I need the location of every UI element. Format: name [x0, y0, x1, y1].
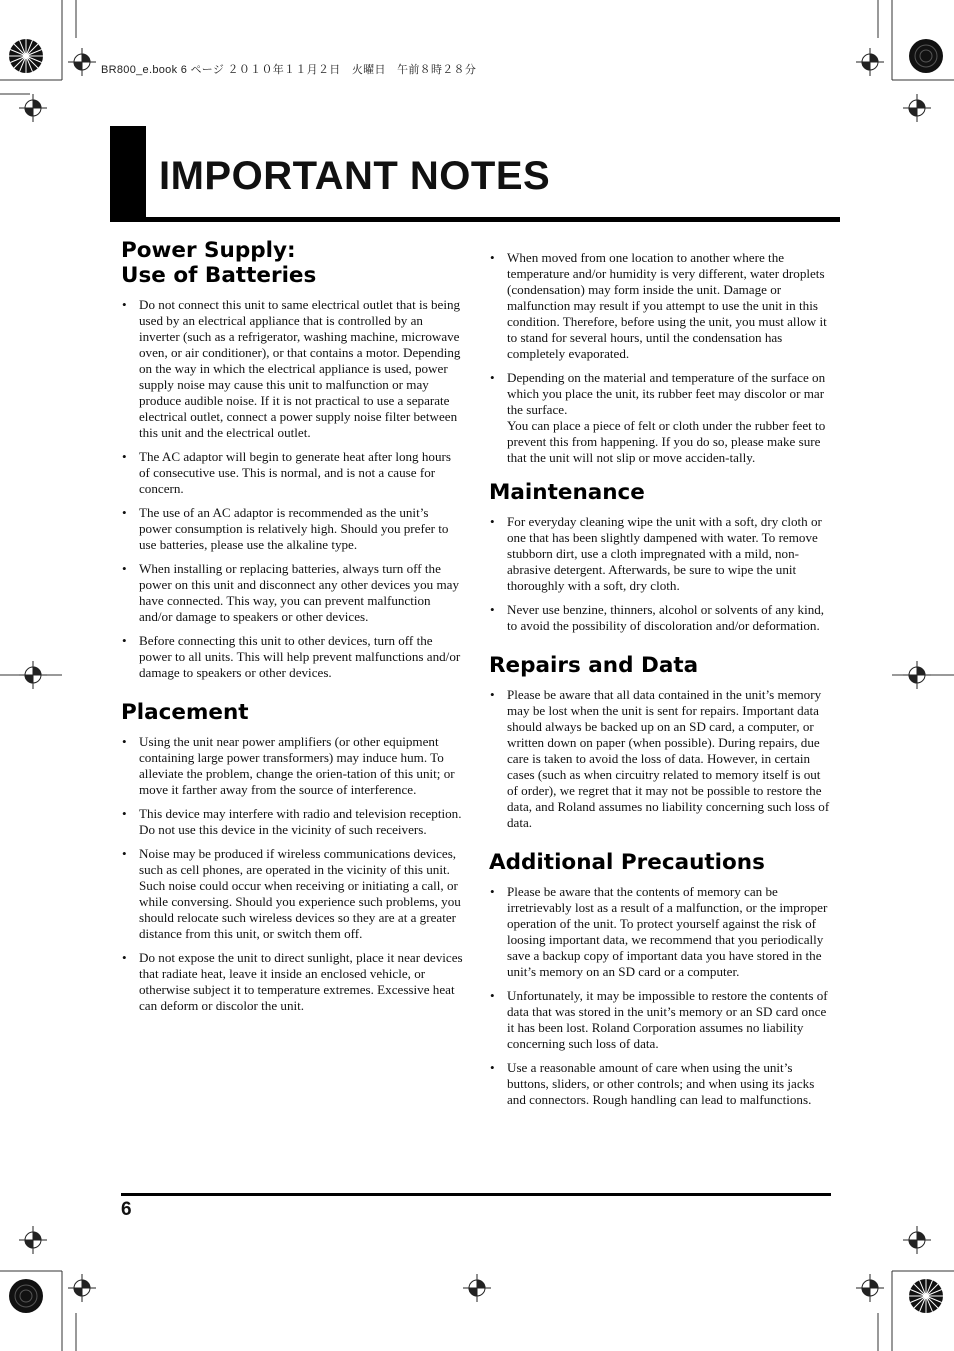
note-text: • When installing or replacing batteries, always turn off the power on this unit and disconnect any other devices you may have connected. This way, you can prevent malfunction and/or damage to speakers or other devices.: [139, 561, 459, 624]
heading-line: Power Supply:: [121, 238, 296, 263]
note-text: • Noise may be produced if wireless communications devices, such as cell phones, are operated in the vicinity of this unit. Such noise could occur when receiving or initiating a call, or while conversing. Should you experience such problems, you should relocate such wireless devices so they are at a greater distance from this unit, or switch them off.: [139, 846, 461, 941]
note-text: • Never use benzine, thinners, alcohol or solvents of any kind, to avoid the possibility of discoloration and/or deformation.: [507, 602, 825, 633]
starburst-target: [9, 39, 943, 1313]
page-title: IMPORTANT NOTES: [159, 154, 551, 198]
note-text: • Before connecting this unit to other devices, turn off the power to all units. This will help prevent malfunctions and/or damage to speakers or other devices.: [139, 633, 461, 680]
page-number: 6: [121, 1199, 132, 1220]
note-text: • Using the unit near power amplifiers (or other equipment containing large power transformers) may induce hum. To alleviate the problem, change the orien-tation of this unit; or move it farther away from the source of interference.: [139, 734, 455, 797]
note-text: • Do not connect this unit to same electrical outlet that is being used by an electrical appliance that is controlled by an inverter (such as a refrigerator, washing machine, microwave oven, or air conditioner), or that contains a motor. Depending on the way in which the electrical appliance is used, power supply noise may cause this unit to malfunction or may produce audible noise. If it is not practical to use a separate electrical outlet, connect a power supply noise filter between this unit and the electrical outlet.: [139, 297, 461, 440]
note-text: • When moved from one location to another where the temperature and/or humidity is very different, water droplets (condensation) may form inside the unit. Damage or malfunction may result if you attempt to use the unit in this condition. Therefore, before using the unit, you must allow it to stand for several hours, until the condensation has completely evaporated.: [507, 250, 827, 361]
heading-line: Additional Precautions: [489, 850, 765, 875]
heading-line: Maintenance: [489, 480, 645, 505]
heading-line: Repairs and Data: [489, 653, 699, 678]
note-text: • This device may interfere with radio and television reception. Do not use this device in the vicinity of such receivers.: [139, 806, 462, 837]
note-text: • The use of an AC adaptor is recommended as the unit’s power consumption is relatively high. Should you prefer to use batteries, please use the alkaline type.: [139, 505, 449, 552]
note-text: • For everyday cleaning wipe the unit with a soft, dry cloth or one that has been slightly dampened with water. To remove stubborn dirt, use a cloth impregnated with a mild, non-abrasive detergent. Afterwards, be sure to wipe the unit thoroughly with a soft, dry cloth.: [507, 514, 822, 593]
note-text: • Please be aware that all data contained in the unit’s memory may be lost when the unit is sent for repairs. Important data should always be backed up on an SD card, a computer, or written down on paper (when possible). During repairs, due care is taken to avoid the loss of data. However, in certain cases (such as when circuitry related to memory itself is out of order), we regret that it may not be possible to restore the data, and Roland assumes no liability concerning such loss of data.: [507, 687, 830, 830]
registration-target: [19, 48, 931, 1302]
print-header: BR800_e.book 6 ページ ２０１０年１１月２日 火曜日 午前８時２８分: [101, 64, 477, 76]
note-text: • The AC adaptor will begin to generate heat after long hours of consecutive use. This is normal, and is not a cause for concern.: [139, 449, 451, 496]
heading-line: Placement: [121, 700, 249, 725]
note-text: • Please be aware that the contents of memory can be irretrievably lost as a result of a malfunction, or the improper operation of the unit. To protect yourself against the risk of loosing important data, we recommend that you periodically save a backup copy of important data you have stored in the unit’s memory on an SD card or a computer.: [507, 884, 828, 979]
note-text: You can place a piece of felt or cloth under the rubber feet to prevent this from happening. If you do so, please make sure that the unit will not slip or move acciden-tally.: [507, 418, 826, 465]
heading-line: Use of Batteries: [121, 263, 317, 288]
note-text: • Use a reasonable amount of care when using the unit’s buttons, sliders, or other controls; and when using its jacks and connectors. Rough handling can lead to malfunctions.: [507, 1060, 815, 1107]
note-text: • Unfortunately, it may be impossible to restore the contents of data that was stored in the unit’s memory or an SD card once it has been lost. Roland Corporation assumes no liability concerning such loss of data.: [507, 988, 828, 1051]
note-text: • Depending on the material and temperature of the surface on which you place the unit, its rubber feet may discolor or mar the surface.: [507, 370, 826, 417]
note-text: • Do not expose the unit to direct sunlight, place it near devices that radiate heat, leave it inside an enclosed vehicle, or otherwise subject it to temperature extremes. Excessive heat can deform or discolor the unit.: [139, 950, 463, 1013]
